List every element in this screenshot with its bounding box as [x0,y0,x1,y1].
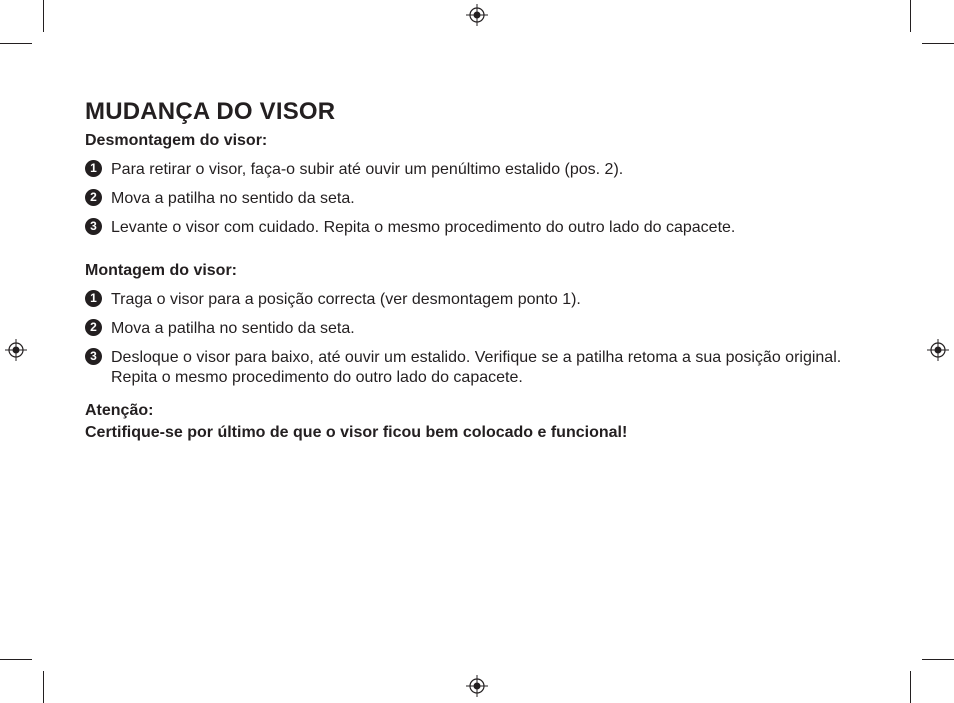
step-number-badge: 2 [85,189,102,206]
attention-text: Certifique-se por último de que o visor ficou bem colocado e funcional! [85,424,628,441]
list-item [85,218,845,238]
step-text: Para retirar o visor, faça-o subir até ouvir um penúltimo estalido (pos. 2). [111,161,624,178]
attention-note [85,400,845,444]
step-number-badge: 3 [85,218,102,235]
step-number-badge: 2 [85,319,102,336]
step-text: Traga o visor para a posição correcta (ver desmontagem ponto 1). [111,291,581,308]
assembly-steps [85,290,845,388]
assembly-section [85,261,845,388]
crop-mark-top-right-vertical [910,0,911,32]
list-item [85,290,845,310]
registration-mark-icon [466,4,488,26]
disassembly-section [85,131,845,238]
step-text: Levante o visor com cuidado. Repita o mesmo procedimento do outro lado do capacete. [111,219,736,236]
step-number-badge: 1 [85,290,102,307]
registration-mark-icon [466,675,488,697]
step-number-badge: 1 [85,160,102,177]
disassembly-steps [85,160,845,238]
crop-mark-top-right-horizontal [922,43,954,44]
list-item [85,348,845,388]
crop-mark-top-left-horizontal [0,43,32,44]
list-item [85,160,845,180]
step-text: Desloque o visor para baixo, até ouvir um estalido. Verifique se a patilha retoma a sua posição original. Repita o mesmo procedimento do outro lado do capacete. [111,349,842,386]
crop-mark-bottom-left-horizontal [0,659,32,660]
page-content [85,98,845,444]
registration-mark-icon [5,339,27,361]
crop-mark-bottom-right-horizontal [922,659,954,660]
page-title: MUDANÇA DO VISOR [85,98,336,125]
list-item [85,319,845,339]
disassembly-heading: Desmontagem do visor: [85,132,268,149]
registration-mark-icon [927,339,949,361]
crop-mark-bottom-right-vertical [910,671,911,703]
crop-mark-bottom-left-vertical [43,671,44,703]
list-item [85,189,845,209]
assembly-heading: Montagem do visor: [85,262,238,279]
step-number-badge: 3 [85,348,102,365]
crop-mark-top-left-vertical [43,0,44,32]
step-text: Mova a patilha no sentido da seta. [111,190,355,207]
attention-label: Atenção: [85,402,154,419]
step-text: Mova a patilha no sentido da seta. [111,320,355,337]
